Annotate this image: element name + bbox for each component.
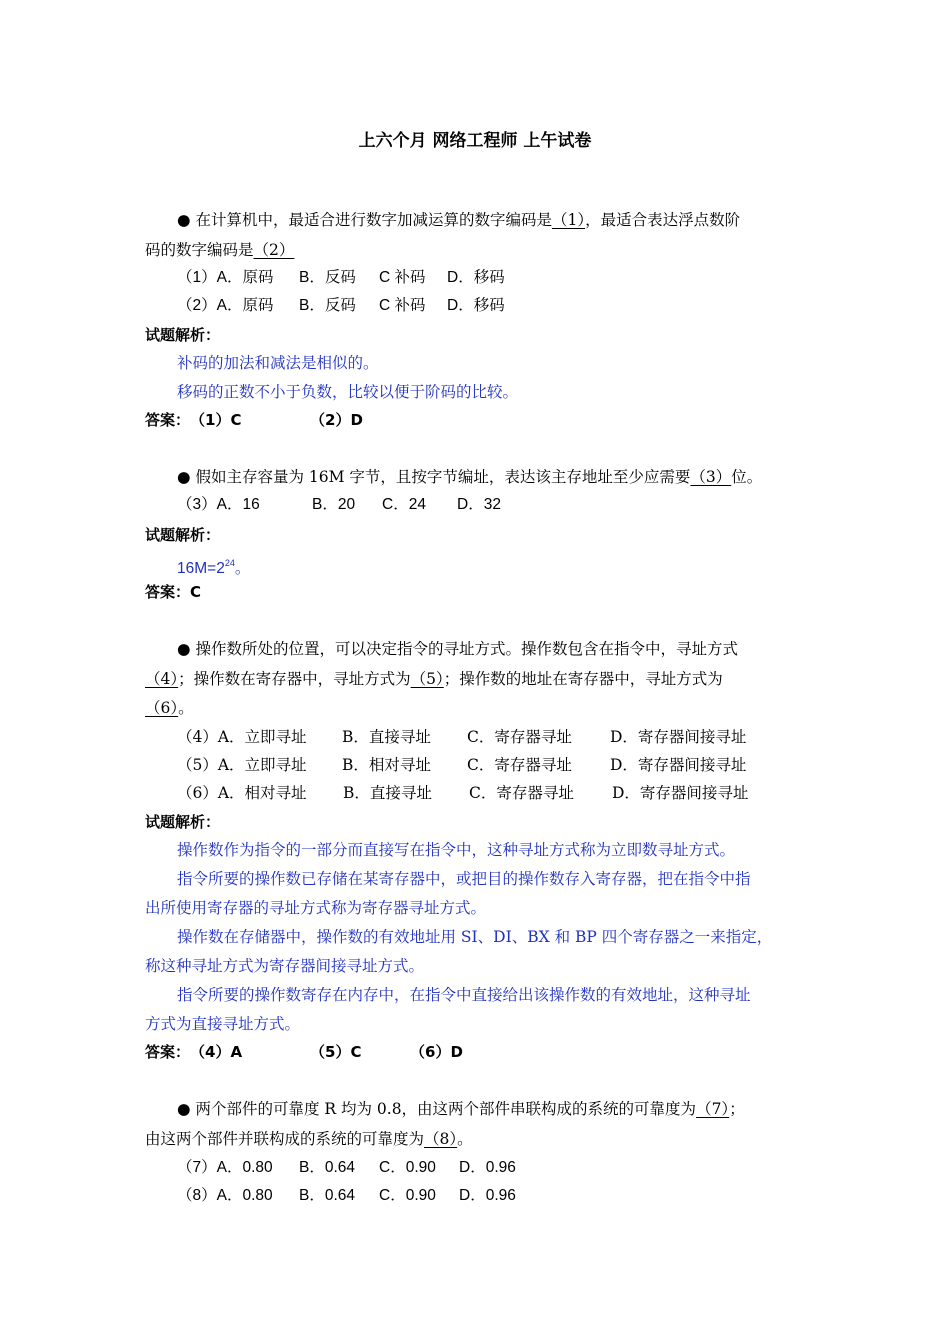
option: C．24 — [382, 496, 426, 513]
blank-4: （4） — [145, 670, 179, 688]
option: （2）A．原码 — [177, 297, 274, 314]
answer-line — [145, 582, 201, 602]
option: C．寄存器寻址 — [469, 784, 574, 802]
option: B．20 — [312, 496, 356, 513]
q4-stem-text-b: ； — [729, 1100, 745, 1118]
option: D．寄存器间接寻址 — [610, 756, 747, 774]
option: D．0.96 — [459, 1187, 516, 1204]
analysis-formula-exponent: 24 — [224, 558, 235, 568]
q1-stem-text: ● 在计算机中，最适合进行数字加减运算的数字编码是 — [177, 211, 552, 229]
q4-stem-text: ● 两个部件的可靠度 R 均为 0.8，由这两个部件串联构成的系统的可靠度为 — [177, 1100, 697, 1118]
analysis-text: 出所使用寄存器的寻址方式称为寄存器寻址方式。 — [145, 899, 487, 917]
q3-options-4 — [177, 727, 746, 747]
blank-3: （3） — [690, 468, 732, 486]
option: B．反码 — [299, 297, 356, 314]
option: D．移码 — [447, 297, 505, 314]
option: C．0.90 — [379, 1159, 436, 1176]
q3-stem-line1: ● 操作数所处的位置，可以决定指令的寻址方式。操作数包含在指令中，寻址方式 — [177, 640, 738, 658]
analysis-label: 试题解析： — [145, 813, 221, 831]
option: B．反码 — [299, 269, 356, 286]
option: D．32 — [457, 496, 501, 513]
blank-8: （8） — [424, 1130, 458, 1148]
option: （5）A．立即寻址 — [177, 756, 307, 774]
q3-stem-text-c: ；操作数的地址在寄存器中，寻址方式为 — [443, 670, 723, 688]
answer-line — [145, 1042, 463, 1062]
blank-6: （6） — [145, 699, 179, 717]
option: B．直接寻址 — [342, 728, 431, 746]
analysis-text: 指令所要的操作数已存储在某寄存器中，或把目的操作数存入寄存器，把在指令中指 — [177, 870, 751, 888]
q1-stem-line1 — [177, 210, 740, 230]
q4-stem-line1 — [177, 1099, 745, 1119]
q2-stem-line1 — [177, 467, 762, 487]
q3-stem-text-b: ；操作数在寄存器中，寻址方式为 — [178, 670, 411, 688]
answer-value: （6）D — [410, 1043, 463, 1061]
answer-value: （5）C — [310, 1043, 362, 1061]
analysis-text: 操作数作为指令的一部分而直接写在指令中，这种寻址方式称为立即数寻址方式。 — [177, 841, 736, 859]
q1-stem-text-c: 码的数字编码是 — [145, 241, 254, 259]
q4-options-7 — [177, 1158, 516, 1178]
option: （1）A．原码 — [177, 269, 274, 286]
analysis-text: 方式为直接寻址方式。 — [145, 1015, 301, 1033]
answer-label: 答案： — [145, 1043, 191, 1061]
q2-stem-text-b: 位。 — [731, 468, 763, 486]
answer-line — [145, 410, 363, 430]
option: （3）A．16 — [177, 496, 260, 513]
q4-stem-text-c: 由这两个部件并联构成的系统的可靠度为 — [145, 1130, 425, 1148]
analysis-label: 试题解析： — [145, 326, 221, 344]
option: C 补码 — [379, 269, 426, 286]
option: B．直接寻址 — [343, 784, 432, 802]
option: D．寄存器间接寻址 — [612, 784, 749, 802]
q3-options-6 — [177, 783, 748, 803]
option: D．寄存器间接寻址 — [610, 728, 747, 746]
option: （8）A．0.80 — [177, 1187, 273, 1204]
q1-options-1 — [177, 268, 505, 288]
option: D．移码 — [447, 269, 505, 286]
q3-options-5 — [177, 755, 746, 775]
q3-stem-line2 — [145, 669, 723, 689]
q4-options-8 — [177, 1186, 516, 1206]
answer-label: 答案： — [145, 583, 191, 601]
option: （4）A．立即寻址 — [177, 728, 307, 746]
q3-stem-line3 — [145, 698, 194, 718]
q3-stem-text-d: 。 — [178, 699, 194, 717]
blank-5: （5） — [410, 670, 444, 688]
option: D．0.96 — [459, 1159, 516, 1176]
q1-stem-text-b: ，最适合表达浮点数阶 — [585, 211, 741, 229]
answer-value: （2）D — [310, 411, 363, 429]
q1-stem-line2 — [145, 240, 294, 260]
q4-stem-line2 — [145, 1129, 473, 1149]
q1-options-2 — [177, 296, 505, 316]
blank-1: （1） — [551, 211, 586, 229]
blank-7: （7） — [696, 1100, 730, 1118]
analysis-text: 操作数在存储器中，操作数的有效地址用 SI、DI、BX 和 BP 四个寄存器之一来指定， — [177, 928, 773, 946]
option: B．0.64 — [299, 1187, 356, 1204]
answer-value: C — [190, 583, 202, 601]
analysis-text: 移码的正数不小于负数，比较以便于阶码的比较。 — [177, 383, 519, 401]
q2-stem-text: ● 假如主存容量为 16M 字节，且按字节编址，表达该主存地址至少应需要 — [177, 468, 691, 486]
option: B．相对寻址 — [342, 756, 431, 774]
option: （7）A．0.80 — [177, 1159, 273, 1176]
answer-value: （1）C — [190, 411, 242, 429]
analysis-label: 试题解析： — [145, 526, 221, 544]
option: B．0.64 — [299, 1159, 356, 1176]
analysis-text: 称这种寻址方式为寄存器间接寻址方式。 — [145, 957, 425, 975]
option: （6）A．相对寻址 — [177, 784, 307, 802]
option: C．0.90 — [379, 1187, 436, 1204]
answer-label: 答案： — [145, 411, 191, 429]
analysis-formula-end: 。 — [234, 560, 251, 577]
option: C 补码 — [379, 297, 426, 314]
answer-value: （4）A — [190, 1043, 243, 1061]
q2-options — [177, 495, 501, 515]
analysis-text: 补码的加法和减法是相似的。 — [177, 354, 379, 372]
analysis-text — [177, 553, 250, 579]
page-title: 上六个月 网络工程师 上午试卷 — [358, 131, 592, 151]
blank-2: （2） — [253, 241, 295, 259]
option: C．寄存器寻址 — [467, 756, 572, 774]
q4-stem-text-d: 。 — [457, 1130, 473, 1148]
option: C．寄存器寻址 — [467, 728, 572, 746]
analysis-text: 指令所要的操作数寄存在内存中，在指令中直接给出该操作数的有效地址，这种寻址 — [177, 986, 751, 1004]
analysis-formula-base: 16M=2 — [177, 560, 225, 577]
